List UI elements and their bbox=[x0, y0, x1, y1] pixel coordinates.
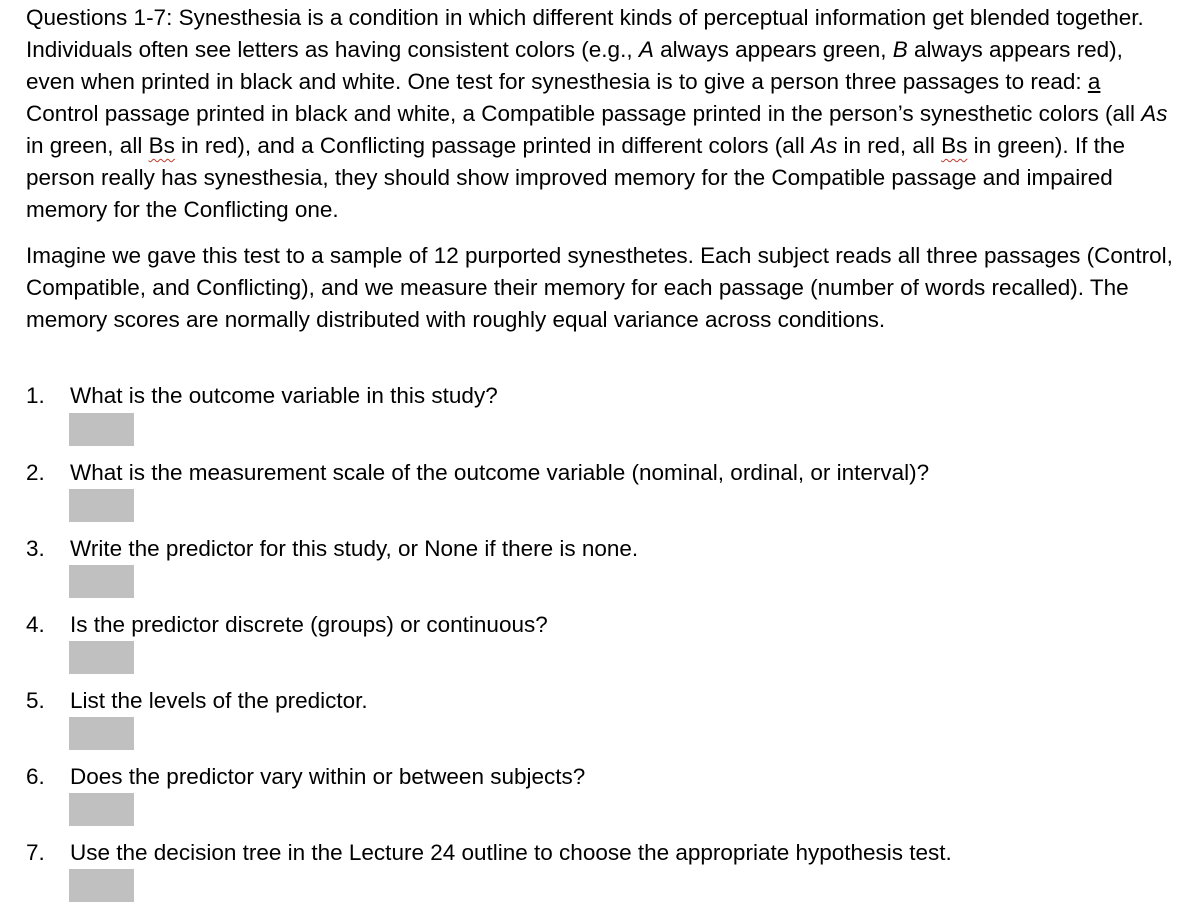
question-number: 5. bbox=[26, 688, 45, 713]
letters-Bs-spellcheck: Bs bbox=[148, 133, 175, 158]
question-text: Does the predictor vary within or between subjects? bbox=[70, 764, 586, 789]
letter-B: B bbox=[892, 37, 908, 62]
question-text: What is the outcome variable in this study? bbox=[70, 383, 498, 408]
question-number: 7. bbox=[26, 840, 45, 865]
question-text: What is the measurement scale of the outcome variable (nominal, ordinal, or interval)? bbox=[70, 460, 930, 485]
question-2 bbox=[26, 457, 1176, 489]
answer-box-5[interactable] bbox=[69, 717, 134, 750]
intro-text: in red, all bbox=[837, 133, 942, 158]
intro-text: in green, all bbox=[26, 133, 149, 158]
letters-As: As bbox=[811, 133, 838, 158]
question-text: Is the predictor discrete (groups) or continuous? bbox=[70, 612, 548, 637]
answer-box-7[interactable] bbox=[69, 869, 134, 902]
intro-text: Control passage printed in black and white, a Compatible passage printed in the person’s synesthetic colors (all bbox=[26, 101, 1142, 126]
intro-text: in red), and a Conflicting passage printed in different colors (all bbox=[174, 133, 812, 158]
intro-text: always appears red), even when printed in black and white. One test for synesthesia is to give a person three passages to read: bbox=[26, 37, 1123, 94]
question-4 bbox=[26, 609, 1176, 641]
question-7 bbox=[26, 837, 1176, 869]
question-number: 4. bbox=[26, 612, 45, 637]
intro-text: always appears green, bbox=[653, 37, 893, 62]
question-text: List the levels of the predictor. bbox=[70, 688, 368, 713]
question-text: Use the decision tree in the Lecture 24 outline to choose the appropriate hypothesis test. bbox=[70, 840, 952, 865]
intro-text: Questions 1-7: Synesthesia is a condition in which different kinds of perceptual information get blended together. Individuals often see letters as having consistent colors (e.g., bbox=[26, 5, 1144, 62]
question-number: 6. bbox=[26, 764, 45, 789]
letters-As: As bbox=[1141, 101, 1168, 126]
question-number: 2. bbox=[26, 460, 45, 485]
question-3 bbox=[26, 533, 1176, 565]
question-number: 1. bbox=[26, 383, 45, 408]
question-5 bbox=[26, 685, 1176, 717]
answer-box-1[interactable] bbox=[69, 413, 134, 446]
intro-paragraph bbox=[26, 2, 1176, 226]
study-description: Imagine we gave this test to a sample of 12 purported synesthetes. Each subject reads all three passages (Control, Compatible, and Conflicting), and we measure their memory for each passage (number of words recalled). The memory scores are normally distributed with roughly equal variance across conditions. bbox=[26, 243, 1173, 332]
question-text: Write the predictor for this study, or None if there is none. bbox=[70, 536, 639, 561]
letters-Bs-spellcheck: Bs bbox=[941, 133, 968, 158]
answer-box-6[interactable] bbox=[69, 793, 134, 826]
question-1 bbox=[26, 380, 1176, 412]
question-number: 3. bbox=[26, 536, 45, 561]
answer-box-2[interactable] bbox=[69, 489, 134, 522]
intro-text: in green). If the person really has synesthesia, they should show improved memory for the Compatible passage and impaired memory for the Conflicting one. bbox=[26, 133, 1125, 222]
article-a-marked: a bbox=[1087, 69, 1101, 94]
answer-box-3[interactable] bbox=[69, 565, 134, 598]
answer-box-4[interactable] bbox=[69, 641, 134, 674]
letter-A: A bbox=[638, 37, 654, 62]
question-6 bbox=[26, 761, 1176, 793]
